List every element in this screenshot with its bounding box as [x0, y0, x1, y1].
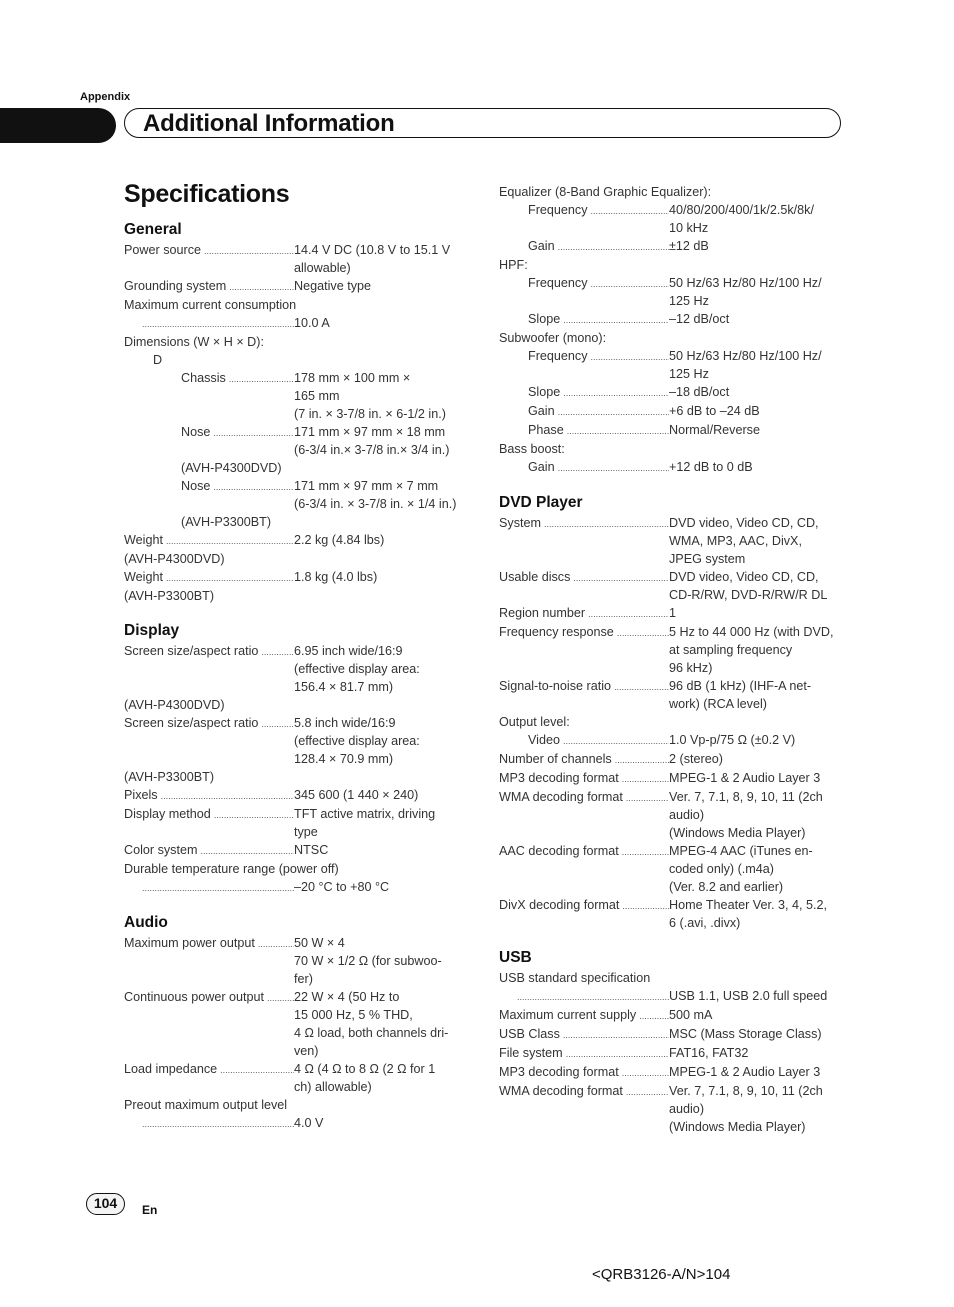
spec-value: Ver. 7, 7.1, 8, 9, 10, 11 (2ch — [669, 790, 823, 804]
spec-label: USB Class — [499, 1027, 560, 1041]
spec-nose-p3300 — [124, 477, 469, 513]
spec-value: FAT16, FAT32 — [669, 1046, 749, 1060]
spec-value: DVD video, Video CD, CD, — [669, 516, 819, 530]
spec-value: 15 000 Hz, 5 % THD, — [294, 1008, 413, 1022]
spec-value: WMA, MP3, AAC, DivX, — [669, 534, 802, 548]
spec-value: 2 (stereo) — [669, 752, 723, 766]
spec-value: 5.8 inch wide/16:9 — [294, 716, 396, 730]
spec-label: Usable discs — [499, 570, 571, 584]
spec-value: at sampling frequency — [669, 643, 793, 657]
spec-hpf-frequency — [499, 274, 844, 310]
spec-value: –20 °C to +80 °C — [294, 880, 390, 894]
document-code: <QRB3126-A/N>104 — [592, 1266, 731, 1283]
spec-value: Ver. 7, 7.1, 8, 9, 10, 11 (2ch — [669, 1084, 823, 1098]
appendix-label: Appendix — [80, 91, 131, 103]
spec-label: WMA decoding format — [499, 1084, 623, 1098]
spec-label: Dimensions (W × H × D): — [124, 335, 264, 349]
spec-label: Slope — [528, 312, 561, 326]
spec-value: ven) — [294, 1044, 319, 1058]
spec-dvd-wma — [499, 788, 844, 842]
spec-chassis — [124, 369, 469, 423]
spec-label: Screen size/aspect ratio — [124, 644, 259, 658]
spec-value: (7 in. × 3-7/8 in. × 6-1/2 in.) — [294, 407, 446, 421]
model-note: (AVH-P4300DVD) — [181, 461, 282, 475]
spec-value: (effective display area: — [294, 662, 420, 676]
spec-value: USB 1.1, USB 2.0 full speed — [669, 989, 828, 1003]
spec-value: MPEG-1 & 2 Audio Layer 3 — [669, 771, 821, 785]
spec-value: 4 Ω (4 Ω to 8 Ω (2 Ω for 1 — [294, 1062, 436, 1076]
spec-usb-wma — [499, 1082, 844, 1136]
spec-value: 171 mm × 97 mm × 7 mm — [294, 479, 439, 493]
spec-value: 4 Ω load, both channels dri- — [294, 1026, 449, 1040]
spec-weight-p3300 — [124, 568, 469, 587]
spec-label: MP3 decoding format — [499, 771, 619, 785]
equalizer-heading: Equalizer (8-Band Graphic Equalizer): — [499, 185, 712, 199]
spec-value: Home Theater Ver. 3, 4, 5.2, — [669, 898, 827, 912]
spec-label: Continuous power output — [124, 990, 265, 1004]
spec-value: 50 W × 4 — [294, 936, 345, 950]
spec-load-impedance — [124, 1060, 469, 1096]
page-title: Specifications — [124, 180, 290, 208]
spec-label: Weight — [124, 570, 163, 584]
spec-value: 96 kHz) — [669, 661, 713, 675]
spec-value: 10.0 A — [294, 316, 330, 330]
spec-value: 165 mm — [294, 389, 340, 403]
spec-label: Region number — [499, 606, 586, 620]
right-column — [499, 183, 844, 1136]
spec-value: 1.8 kg (4.0 lbs) — [294, 570, 378, 584]
spec-value: (6-3/4 in.× 3-7/8 in.× 3/4 in.) — [294, 443, 450, 457]
page-number: 104 — [86, 1193, 125, 1215]
spec-dvd-aac — [499, 842, 844, 896]
spec-eq-gain — [499, 237, 844, 256]
spec-label: D — [153, 353, 163, 367]
spec-label: File system — [499, 1046, 563, 1060]
spec-value: 50 Hz/63 Hz/80 Hz/100 Hz/ — [669, 349, 822, 363]
model-note: (AVH-P3300BT) — [124, 589, 215, 603]
spec-label: Power source — [124, 243, 201, 257]
spec-value: audio) — [669, 1102, 705, 1116]
spec-label: Gain — [528, 460, 555, 474]
spec-value: +12 dB to 0 dB — [669, 460, 753, 474]
spec-continuous-power — [124, 988, 469, 1060]
spec-color-system — [124, 841, 469, 860]
spec-value: 96 dB (1 kHz) (IHF-A net- — [669, 679, 812, 693]
spec-preout — [124, 1114, 469, 1133]
spec-power-source — [124, 241, 469, 277]
spec-label: Frequency response — [499, 625, 614, 639]
spec-label: Gain — [528, 239, 555, 253]
model-note: (AVH-P4300DVD) — [124, 552, 225, 566]
spec-label: Maximum current consumption — [124, 298, 297, 312]
spec-usable-discs — [499, 568, 844, 604]
spec-label: Grounding system — [124, 279, 227, 293]
bass-boost-heading: Bass boost: — [499, 442, 565, 456]
spec-value: 6 (.avi, .divx) — [669, 916, 741, 930]
model-note: (AVH-P3300BT) — [181, 515, 272, 529]
spec-label: Phase — [528, 423, 564, 437]
spec-usb-mp3 — [499, 1063, 844, 1082]
spec-video-output — [499, 731, 844, 750]
spec-label: Color system — [124, 843, 198, 857]
section-tab-marker — [0, 108, 116, 143]
spec-value: type — [294, 825, 318, 839]
spec-temp — [124, 878, 469, 897]
spec-label: Nose — [181, 479, 211, 493]
spec-label: Load impedance — [124, 1062, 218, 1076]
spec-label: Preout maximum output level — [124, 1098, 288, 1112]
spec-value: NTSC — [294, 843, 329, 857]
spec-value: ±12 dB — [669, 239, 709, 253]
spec-bass-gain — [499, 458, 844, 477]
spec-value: 70 W × 1/2 Ω (for subwoo- — [294, 954, 442, 968]
spec-label: Slope — [528, 385, 561, 399]
spec-usb-class — [499, 1025, 844, 1044]
spec-label: Display method — [124, 807, 211, 821]
spec-value: MPEG-1 & 2 Audio Layer 3 — [669, 1065, 821, 1079]
spec-value: 171 mm × 97 mm × 18 mm — [294, 425, 446, 439]
spec-value: audio) — [669, 808, 705, 822]
spec-value: 345 600 (1 440 × 240) — [294, 788, 419, 802]
spec-max-current — [124, 314, 469, 333]
spec-display-method — [124, 805, 469, 841]
spec-usb-current — [499, 1006, 844, 1025]
audio-heading: Audio — [124, 914, 168, 931]
spec-region — [499, 604, 844, 623]
spec-label: Maximum current supply — [499, 1008, 637, 1022]
spec-label: Output level: — [499, 715, 570, 729]
spec-value: (6-3/4 in. × 3-7/8 in. × 1/4 in.) — [294, 497, 457, 511]
spec-snr — [499, 677, 844, 713]
spec-value: JPEG system — [669, 552, 746, 566]
spec-label: Pixels — [124, 788, 158, 802]
spec-usb-filesystem — [499, 1044, 844, 1063]
spec-max-power — [124, 934, 469, 988]
spec-dvd-mp3 — [499, 769, 844, 788]
spec-label: Frequency — [528, 203, 588, 217]
spec-value: MPEG-4 AAC (iTunes en- — [669, 844, 813, 858]
spec-label: System — [499, 516, 541, 530]
spec-label: MP3 decoding format — [499, 1065, 619, 1079]
spec-label: WMA decoding format — [499, 790, 623, 804]
spec-value: 125 Hz — [669, 294, 709, 308]
spec-label: Frequency — [528, 349, 588, 363]
section-header-bar — [124, 108, 841, 138]
spec-value: –18 dB/oct — [669, 385, 730, 399]
spec-value: fer) — [294, 972, 313, 986]
usb-heading: USB — [499, 949, 532, 966]
spec-grounding — [124, 277, 469, 296]
spec-value: 1 — [669, 606, 677, 620]
spec-pixels — [124, 786, 469, 805]
spec-value: (effective display area: — [294, 734, 420, 748]
general-heading: General — [124, 221, 182, 238]
spec-value: allowable) — [294, 261, 351, 275]
spec-value: 178 mm × 100 mm × — [294, 371, 411, 385]
spec-label: Number of channels — [499, 752, 612, 766]
spec-label: Nose — [181, 425, 211, 439]
spec-label: AAC decoding format — [499, 844, 619, 858]
spec-dvd-divx — [499, 896, 844, 932]
spec-screen-p4300 — [124, 642, 469, 696]
spec-sub-phase — [499, 421, 844, 440]
spec-value: Negative type — [294, 279, 372, 293]
spec-value: –12 dB/oct — [669, 312, 730, 326]
spec-channels — [499, 750, 844, 769]
spec-dvd-system — [499, 514, 844, 568]
spec-value: 1.0 Vp-p/75 Ω (±0.2 V) — [669, 733, 796, 747]
spec-value: work) (RCA level) — [669, 697, 767, 711]
dvd-heading: DVD Player — [499, 494, 583, 511]
spec-value: 22 W × 4 (50 Hz to — [294, 990, 400, 1004]
spec-value: 4.0 V — [294, 1116, 324, 1130]
hpf-heading: HPF: — [499, 258, 528, 272]
spec-frequency-response — [499, 623, 844, 677]
spec-label: Durable temperature range (power off) — [124, 862, 339, 876]
spec-value: 5 Hz to 44 000 Hz (with DVD, — [669, 625, 834, 639]
spec-value: Normal/Reverse — [669, 423, 760, 437]
spec-label: Video — [528, 733, 560, 747]
spec-value: 128.4 × 70.9 mm) — [294, 752, 394, 766]
spec-label: Gain — [528, 404, 555, 418]
spec-sub-frequency — [499, 347, 844, 383]
section-title: Additional Information — [143, 110, 395, 137]
spec-usb-standard — [499, 987, 844, 1006]
spec-label: Maximum power output — [124, 936, 255, 950]
spec-value: (Ver. 8.2 and earlier) — [669, 880, 784, 894]
model-note: (AVH-P3300BT) — [124, 770, 215, 784]
spec-value: TFT active matrix, driving — [294, 807, 436, 821]
spec-label: Signal-to-noise ratio — [499, 679, 612, 693]
spec-value: MSC (Mass Storage Class) — [669, 1027, 822, 1041]
spec-value: CD-R/RW, DVD-R/RW/R DL — [669, 588, 828, 602]
spec-value: 156.4 × 81.7 mm) — [294, 680, 394, 694]
spec-screen-p3300 — [124, 714, 469, 768]
spec-weight-p4300 — [124, 531, 469, 550]
spec-label: Weight — [124, 533, 163, 547]
spec-value: 500 mA — [669, 1008, 713, 1022]
spec-value: 10 kHz — [669, 221, 709, 235]
spec-nose-p4300 — [124, 423, 469, 459]
display-heading: Display — [124, 622, 180, 639]
spec-value: 125 Hz — [669, 367, 709, 381]
spec-value: 6.95 inch wide/16:9 — [294, 644, 403, 658]
spec-value: ch) allowable) — [294, 1080, 372, 1094]
spec-value: coded only) (.m4a) — [669, 862, 774, 876]
left-column — [124, 220, 469, 1133]
spec-label: DivX decoding format — [499, 898, 620, 912]
spec-value: 2.2 kg (4.84 lbs) — [294, 533, 385, 547]
spec-label: USB standard specification — [499, 971, 651, 985]
spec-value: +6 dB to –24 dB — [669, 404, 760, 418]
spec-value: 14.4 V DC (10.8 V to 15.1 V — [294, 243, 451, 257]
spec-hpf-slope — [499, 310, 844, 329]
spec-label: Chassis — [181, 371, 226, 385]
spec-eq-frequency — [499, 201, 844, 237]
model-note: (AVH-P4300DVD) — [124, 698, 225, 712]
spec-sub-slope — [499, 383, 844, 402]
spec-value: (Windows Media Player) — [669, 1120, 806, 1134]
spec-label: Screen size/aspect ratio — [124, 716, 259, 730]
subwoofer-heading: Subwoofer (mono): — [499, 331, 607, 345]
spec-value: 50 Hz/63 Hz/80 Hz/100 Hz/ — [669, 276, 822, 290]
spec-value: DVD video, Video CD, CD, — [669, 570, 819, 584]
spec-label: Frequency — [528, 276, 588, 290]
spec-value: (Windows Media Player) — [669, 826, 806, 840]
spec-value: 40/80/200/400/1k/2.5k/8k/ — [669, 203, 814, 217]
language-code: En — [142, 1203, 158, 1217]
spec-sub-gain — [499, 402, 844, 421]
